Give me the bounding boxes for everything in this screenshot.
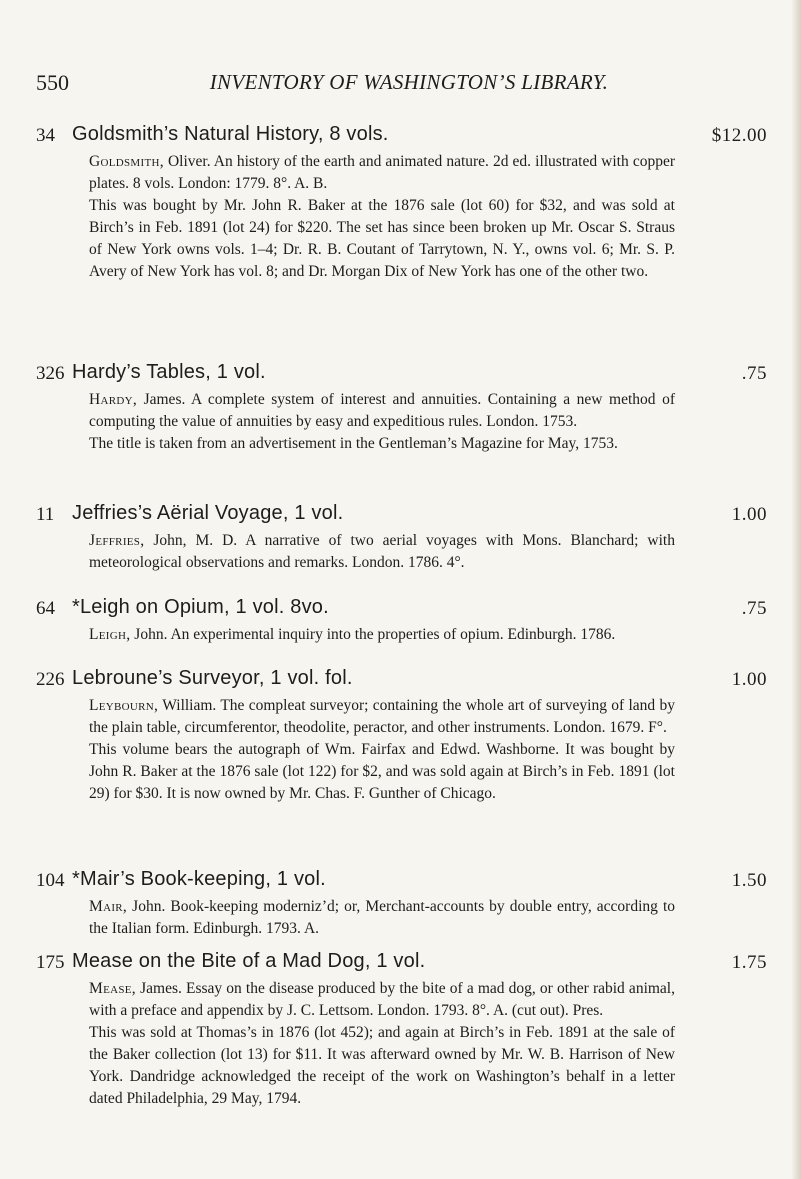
entry-description: John, M. D. A narrative of two aerial voyages with Mons. Blanchard; with meteorological observations and remarks. London. 1786. 4°.	[89, 532, 675, 571]
entry-author: Leigh,	[89, 626, 131, 643]
entry-price: .75	[741, 363, 767, 384]
inventory-entry	[0, 125, 801, 283]
entry-number: 226	[36, 669, 65, 690]
entry-title: *Leigh on Opium, 1 vol. 8vo.	[72, 596, 329, 618]
entry-price: .75	[741, 598, 767, 619]
entry-author: Leybourn,	[89, 697, 159, 714]
running-title: INVENTORY OF WASHINGTON’S LIBRARY.	[209, 70, 609, 94]
entry-price: 1.75	[731, 952, 767, 973]
page-number: 550	[36, 70, 69, 95]
entry-body	[89, 695, 675, 805]
entry-title: Mease on the Bite of a Mad Dog, 1 vol.	[72, 950, 426, 972]
entry-number: 64	[36, 598, 55, 619]
entry-price: 1.50	[731, 870, 767, 891]
entry-number: 326	[36, 363, 65, 384]
inventory-entry	[0, 870, 801, 940]
entry-description: John. Book-keeping moderniz’d; or, Merchant-accounts by double entry, according to the Italian form. Edinburgh. 1793. A.	[89, 898, 675, 937]
entry-body	[89, 896, 675, 940]
entry-number: 104	[36, 870, 65, 891]
entry-price: 1.00	[731, 669, 767, 690]
entry-description: John. An experimental inquiry into the properties of opium. Edinburgh. 1786.	[130, 626, 616, 643]
entry-price: 1.00	[731, 504, 767, 525]
entry-title: Goldsmith’s Natural History, 8 vols.	[72, 123, 389, 145]
entry-author: Jeffries,	[89, 532, 145, 549]
entry-number: 11	[36, 504, 55, 525]
entry-price: $12.00	[711, 125, 767, 146]
entry-author: Goldsmith,	[89, 153, 164, 170]
inventory-entry	[0, 669, 801, 805]
entry-body	[89, 978, 675, 1110]
inventory-entry	[0, 504, 801, 574]
entry-note: This volume bears the autograph of Wm. Fairfax and Edwd. Washborne. It was bought by John R. Baker at the 1876 sale (lot 122) for $2, and was sold again at Birch’s in Feb. 1891 (lot 29) for $30. It is now owned by Mr. Chas. F. Gunther of Chicago.	[89, 741, 675, 802]
entry-title: Lebroune’s Surveyor, 1 vol. fol.	[72, 667, 353, 689]
page-header	[36, 70, 776, 102]
entry-title: Jeffries’s Aërial Voyage, 1 vol.	[72, 502, 344, 524]
entry-author: Hardy,	[89, 391, 138, 408]
inventory-entry	[0, 363, 801, 455]
entry-description: Oliver. An history of the earth and animated nature. 2d ed. illustrated with copper plates. 8 vols. London: 1779. 8°. A. B.	[89, 153, 675, 192]
entry-description: William. The compleat surveyor; containing the whole art of surveying of land by the plain table, circumferentor, theodolite, peractor, and other instruments. London. 1679. F°.	[89, 697, 675, 736]
entry-body	[89, 151, 675, 283]
entry-description: James. A complete system of interest and annuities. Containing a new method of computing the value of annuities by easy and expeditious rules. London. 1753.	[89, 391, 675, 430]
entry-description: James. Essay on the disease produced by the bite of a mad dog, or other rabid animal, with a preface and appendix by J. C. Lettsom. London. 1793. 8°. A. (cut out). Pres.	[89, 980, 675, 1019]
entry-title: Hardy’s Tables, 1 vol.	[72, 361, 266, 383]
entry-number: 34	[36, 125, 55, 146]
entry-author: Mair,	[89, 898, 128, 915]
entry-note: The title is taken from an advertisement in the Gentleman’s Magazine for May, 1753.	[89, 435, 618, 452]
entry-body	[89, 389, 675, 455]
entry-author: Mease,	[89, 980, 136, 997]
entry-number: 175	[36, 952, 65, 973]
entry-note: This was sold at Thomas’s in 1876 (lot 452); and again at Birch’s in Feb. 1891 at the sale of the Baker collection (lot 13) for $11. It was afterward owned by Mr. W. B. Harrison of New York. Dandridge acknowledged the receipt of the work on Washington’s behalf in a letter dated Philadelphia, 29 May, 1794.	[89, 1024, 675, 1107]
entry-title: *Mair’s Book-keeping, 1 vol.	[72, 868, 326, 890]
inventory-entry	[0, 952, 801, 1110]
entry-body	[89, 624, 675, 646]
entry-note: This was bought by Mr. John R. Baker at the 1876 sale (lot 60) for $32, and was sold at Birch’s in Feb. 1891 (lot 24) for $220. The set has since been broken up Mr. Oscar S. Straus of New York owns vols. 1–4; Dr. R. B. Coutant of Tarrytown, N. Y., owns vol. 6; Mr. S. P. Avery of New York has vol. 8; and Dr. Morgan Dix of New York has one of the other two.	[89, 197, 675, 280]
inventory-entry	[0, 598, 801, 646]
entry-body	[89, 530, 675, 574]
